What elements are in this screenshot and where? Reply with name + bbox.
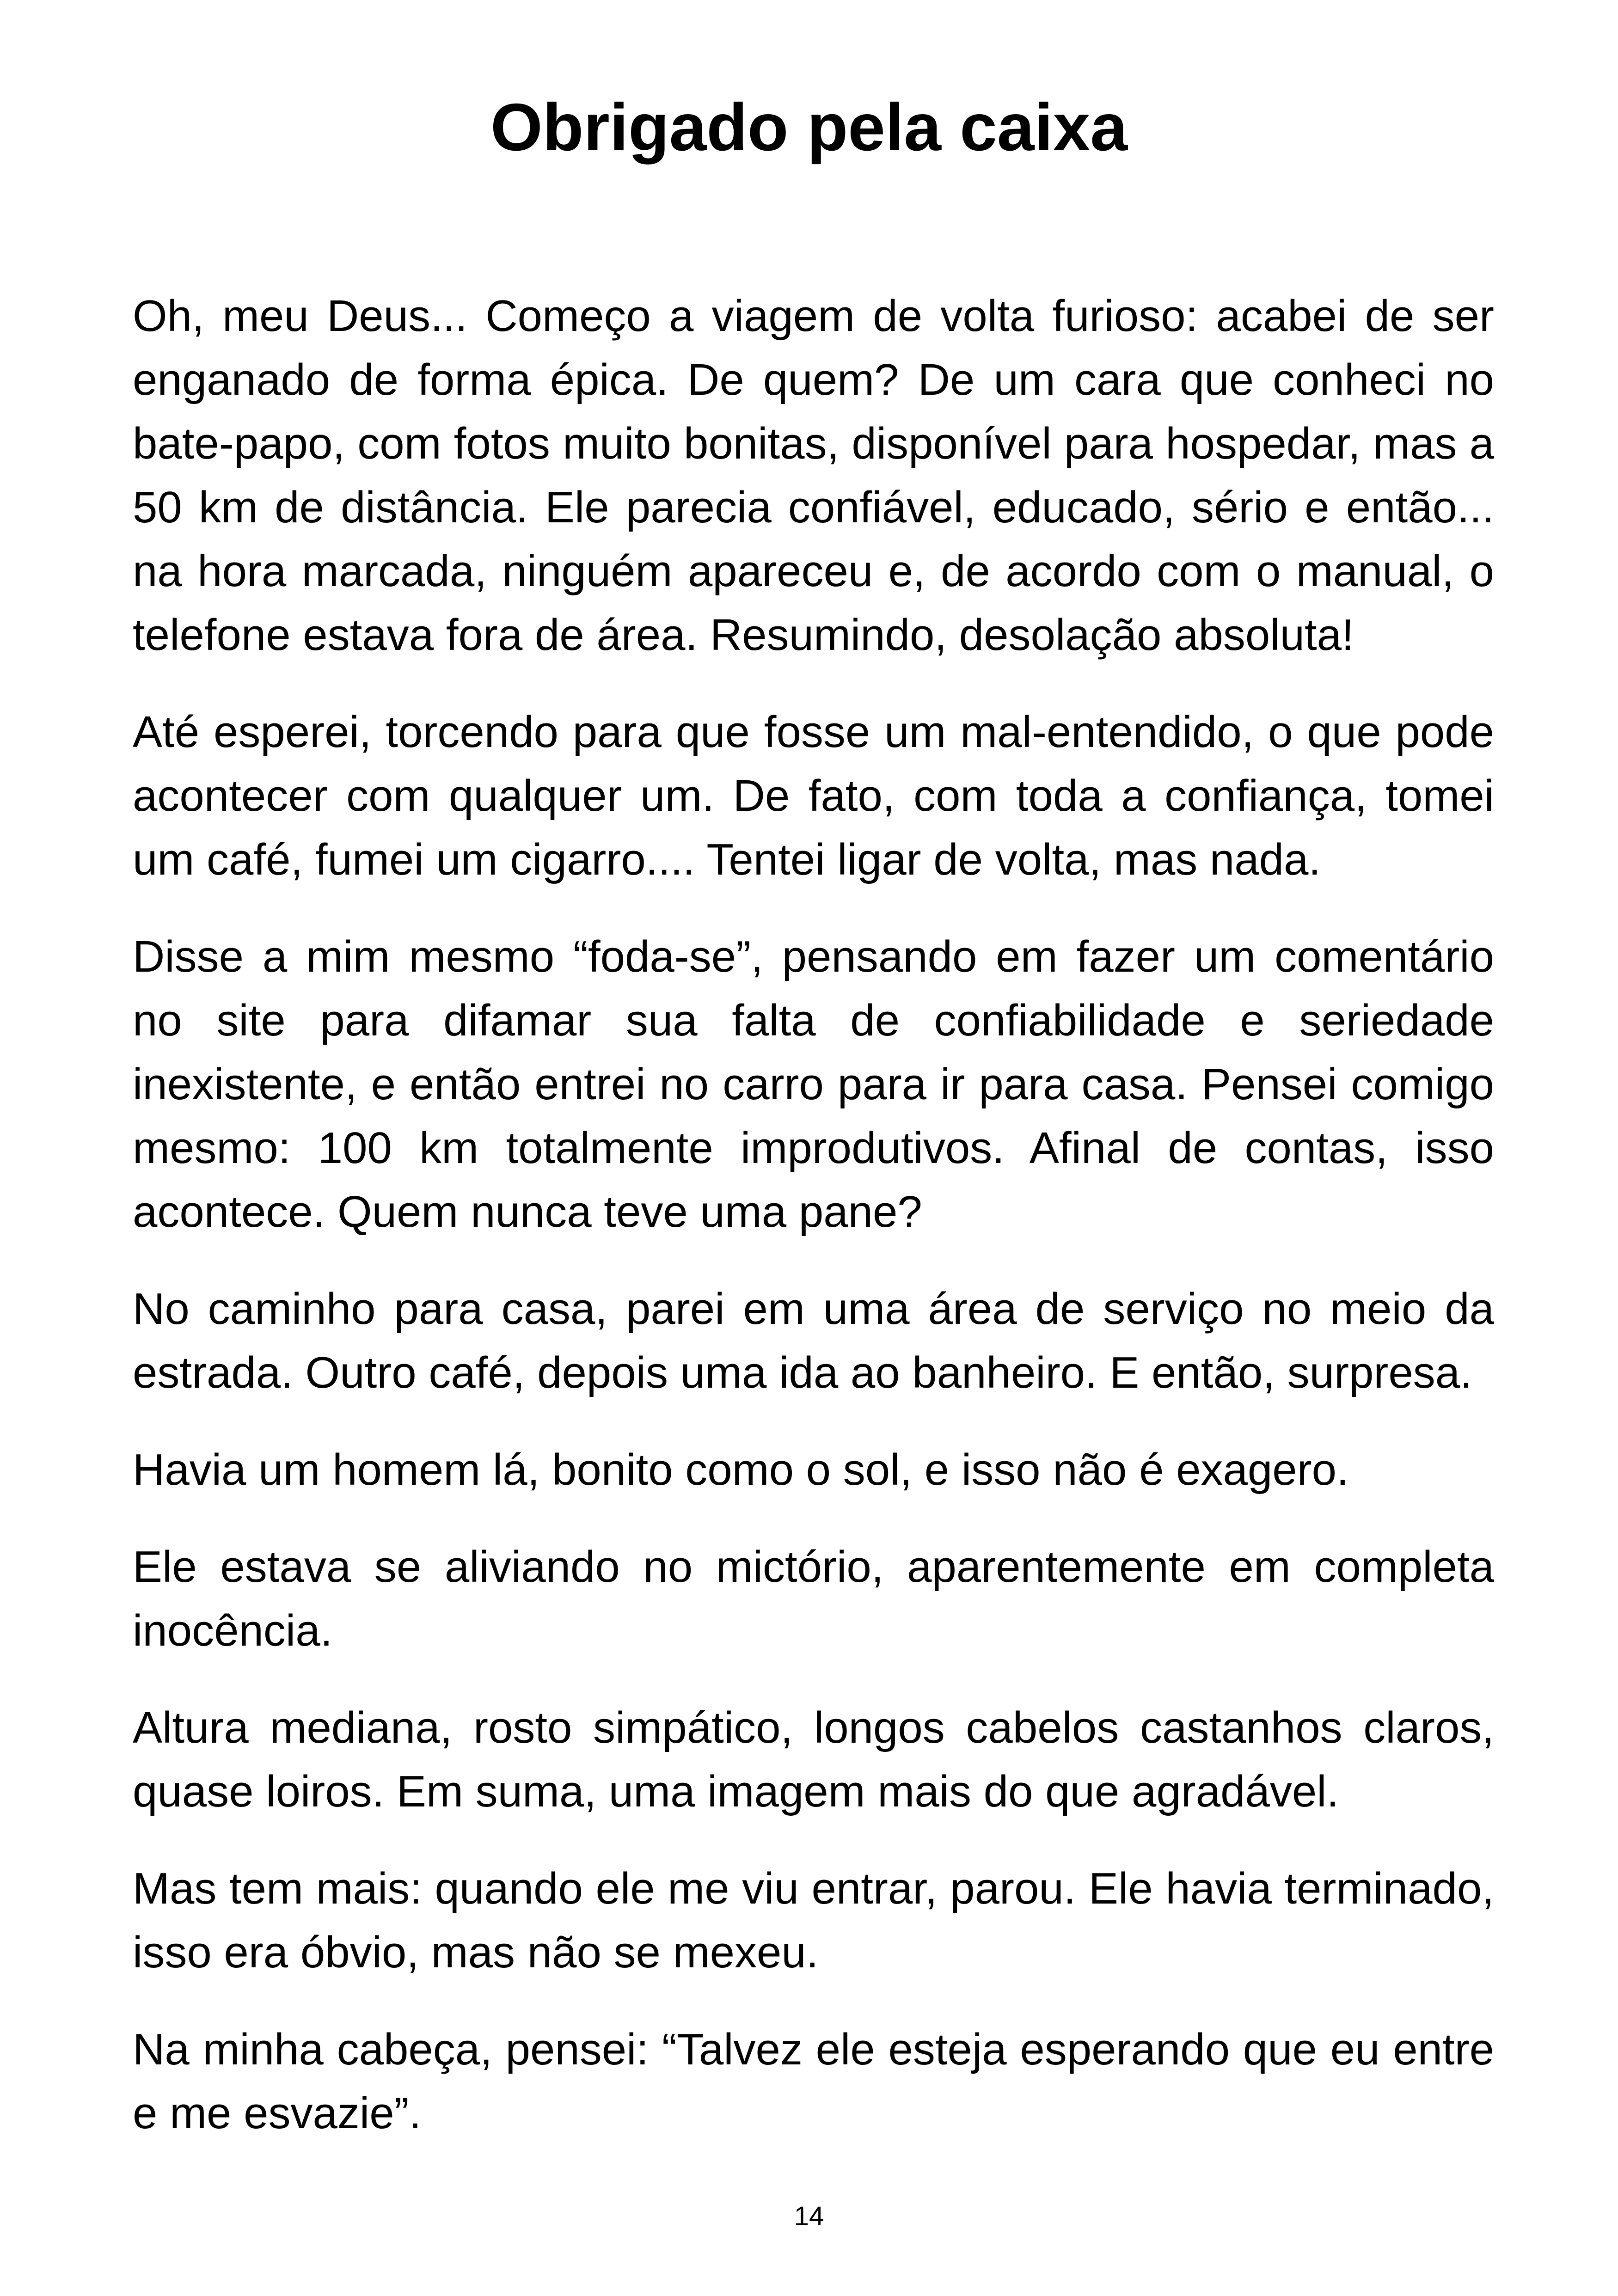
paragraph: Oh, meu Deus... Começo a viagem de volta furioso: acabei de ser enganado de forma épica. De quem? De um cara que conheci no bate-papo, com fotos muito bonitas, disponível para hospedar, mas a 50 km de distância. Ele parecia confiável, educado, sério e então... na hora marcada, ninguém apareceu e, de acordo com o manual, o telefone estava fora de área. Resumindo, desolação absoluta!	[133, 291, 1494, 660]
paragraph: Ele estava se aliviando no mictório, aparentemente em completa inocência.	[133, 1542, 1494, 1655]
paragraph: Na minha cabeça, pensei: “Talvez ele esteja esperando que eu entre e me esvazie”.	[133, 2025, 1494, 2138]
paragraph: Altura mediana, rosto simpático, longos cabelos castanhos claros, quase loiros. Em suma, uma imagem mais do que agradável.	[133, 1703, 1494, 1816]
paragraph: Até esperei, torcendo para que fosse um mal-entendido, o que pode acontecer com qualquer um. De fato, com toda a confiança, tomei um café, fumei um cigarro.... Tentei ligar de volta, mas nada.	[133, 707, 1494, 884]
paragraph: Havia um homem lá, bonito como o sol, e isso não é exagero.	[133, 1445, 1349, 1494]
page-number: 14	[794, 2201, 824, 2231]
paragraph: Mas tem mais: quando ele me viu entrar, parou. Ele havia terminado, isso era óbvio, mas não se mexeu.	[133, 1864, 1494, 1977]
paragraph: Disse a mim mesmo “foda-se”, pensando em fazer um comentário no site para difamar sua falta de confiabilidade e seriedade inexistente, e então entrei no carro para ir para casa. Pensei comigo mesmo: 100 km totalmente improdutivos. Afinal de contas, isso acontece. Quem nunca teve uma pane?	[133, 932, 1494, 1237]
paragraph: No caminho para casa, parei em uma área de serviço no meio da estrada. Outro café, depois uma ida ao banheiro. E então, surpresa.	[133, 1284, 1494, 1397]
page-title: Obrigado pela caixa	[490, 90, 1128, 165]
body-text	[133, 284, 1494, 2179]
